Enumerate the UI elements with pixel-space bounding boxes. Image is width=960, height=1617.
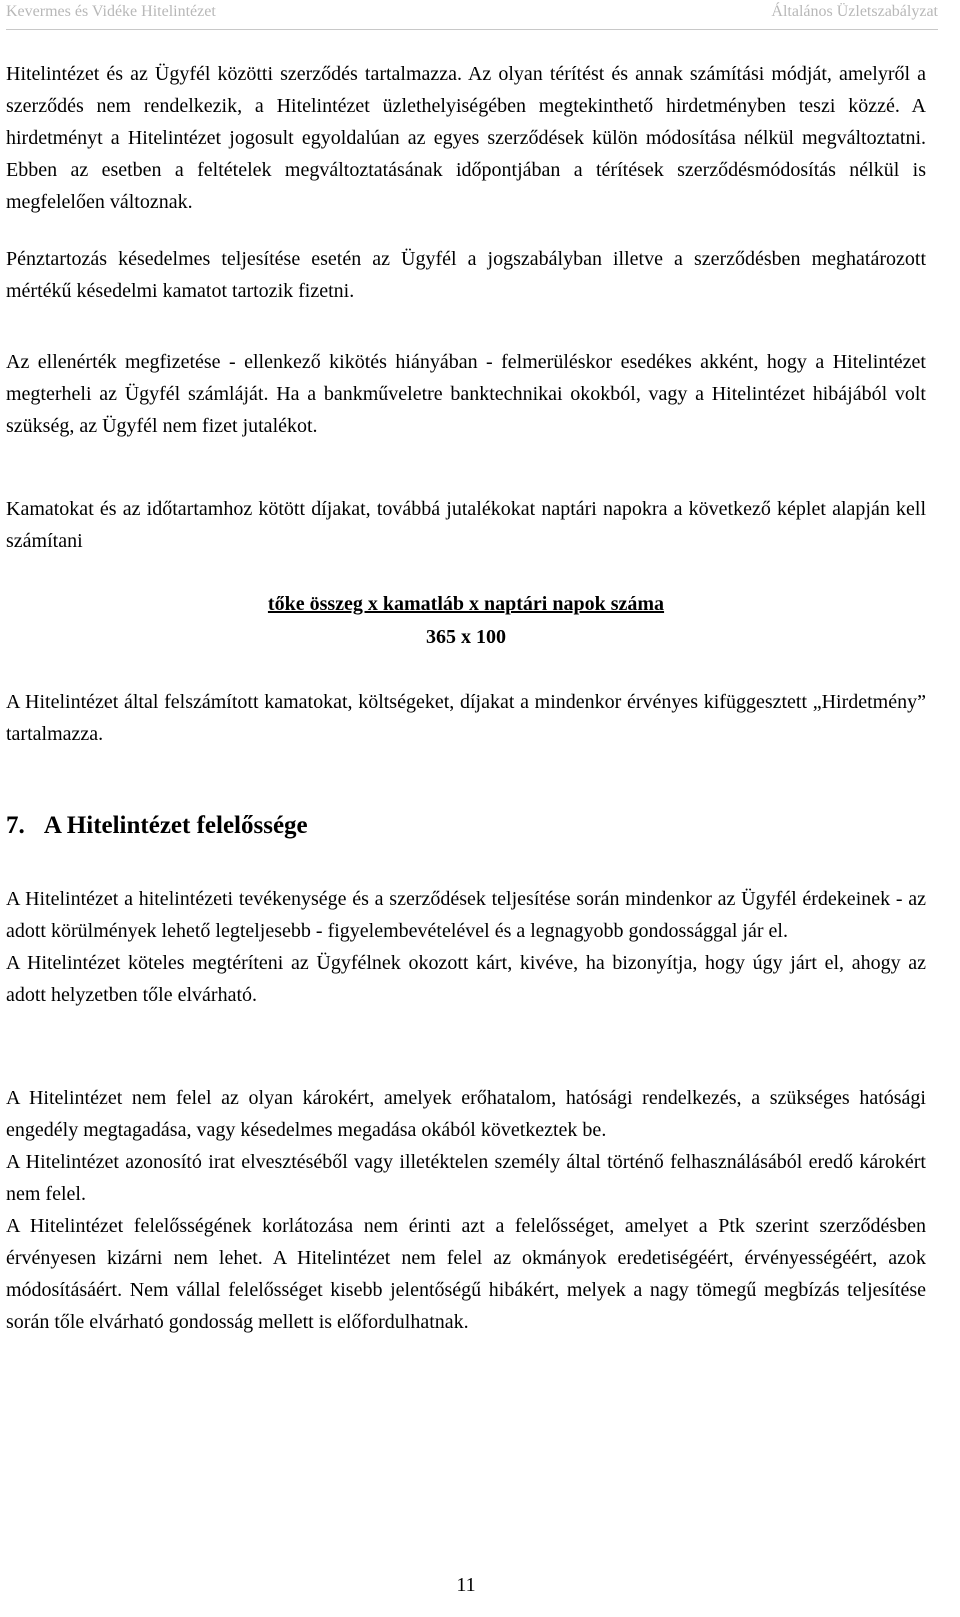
section-number: 7. xyxy=(6,812,25,839)
formula-numerator: tőke összeg x kamatláb x naptári napok száma xyxy=(267,593,665,615)
formula-denominator: 365 x 100 xyxy=(426,626,506,648)
header-institution-name: Kevermes és Vidéke Hitelintézet xyxy=(6,3,216,20)
paragraph-liability-exclusions: A Hitelintézet nem felel az olyan károkért, amelyek erőhatalom, hatósági rendelkezés, a szükséges hatósági engedély megtagadása, vagy késedelmes megadása okából következtek be. A Hitelintézet azonosító irat elvesztéséből vagy illetéktelen személy által történő felhasználásából eredő károkért nem felel. A Hitelintézet felelősségének korlátozása nem érinti azt a felelősséget, amelyet a Ptk szerint szerződésben érvényesen kizárni nem lehet. A Hitelintézet nem felel az okmányok eredetiségéért, érvényességéért, azok módosításáért. Nem vállal felelősséget kisebb jelentőségű hibákért, melyek a nagy tömegű megbízás teljesítése során tőle elvárható gondosság mellett is előfordulhatnak. xyxy=(6,1087,926,1333)
section-title: A Hitelintézet felelőssége xyxy=(43,812,308,839)
page-header xyxy=(6,3,938,25)
header-divider xyxy=(6,29,938,30)
header-document-title: Általános Üzletszabályzat xyxy=(771,3,938,20)
page-number: 11 xyxy=(456,1574,476,1596)
paragraph-announcement-reference: A Hitelintézet által felszámított kamatokat, költségeket, díjakat a mindenkor érvényes kifüggesztett „Hirdetmény” tartalmazza. xyxy=(6,691,926,745)
section-heading xyxy=(6,812,308,840)
paragraph-fee-disclosure: Hitelintézet és az Ügyfél közötti szerződés tartalmazza. Az olyan térítést és annak számítási módját, amelyről a szerződés nem rendelkezik, a Hitelintézet üzlethelyiségében megtekinthető hirdetményben teszi közzé. A hirdetményt a Hitelintézet jogosult egyoldalúan az egyes szerződések külön módosítása nélkül megváltoztatni. Ebben az esetben a feltételek megváltoztatásának időpontjában a térítések szerződésmódosítás nélkül is megfelelően változnak. xyxy=(6,63,926,213)
paragraph-liability-duty: A Hitelintézet a hitelintézeti tevékenysége és a szerződések teljesítése során mindenkor az Ügyfél érdekeinek - az adott körülmények lehető legteljesebb - figyelembevételével és a legnagyobb gondossággal jár el. A Hitelintézet köteles megtéríteni az Ügyfélnek okozott kárt, kivéve, ha bizonyítja, hogy úgy járt el, ahogy az adott helyzetben tőle elvárható. xyxy=(6,888,926,1006)
paragraph-consideration-payment: Az ellenérték megfizetése - ellenkező kikötés hiányában - felmerüléskor esedékes akként, hogy a Hitelintézet megterheli az Ügyfél számláját. Ha a bankműveletre banktechnikai okokból, vagy a Hitelintézet hibájából volt szükség, az Ügyfél nem fizet jutalékot. xyxy=(6,351,926,437)
paragraph-late-payment-interest: Pénztartozás késedelmes teljesítése esetén az Ügyfél a jogszabályban illetve a szerződésben meghatározott mértékű késedelmi kamatot tartozik fizetni. xyxy=(6,248,926,302)
paragraph-interest-calculation: Kamatokat és az időtartamhoz kötött díjakat, továbbá jutalékokat naptári napokra a következő képlet alapján kell számítani xyxy=(6,498,926,552)
